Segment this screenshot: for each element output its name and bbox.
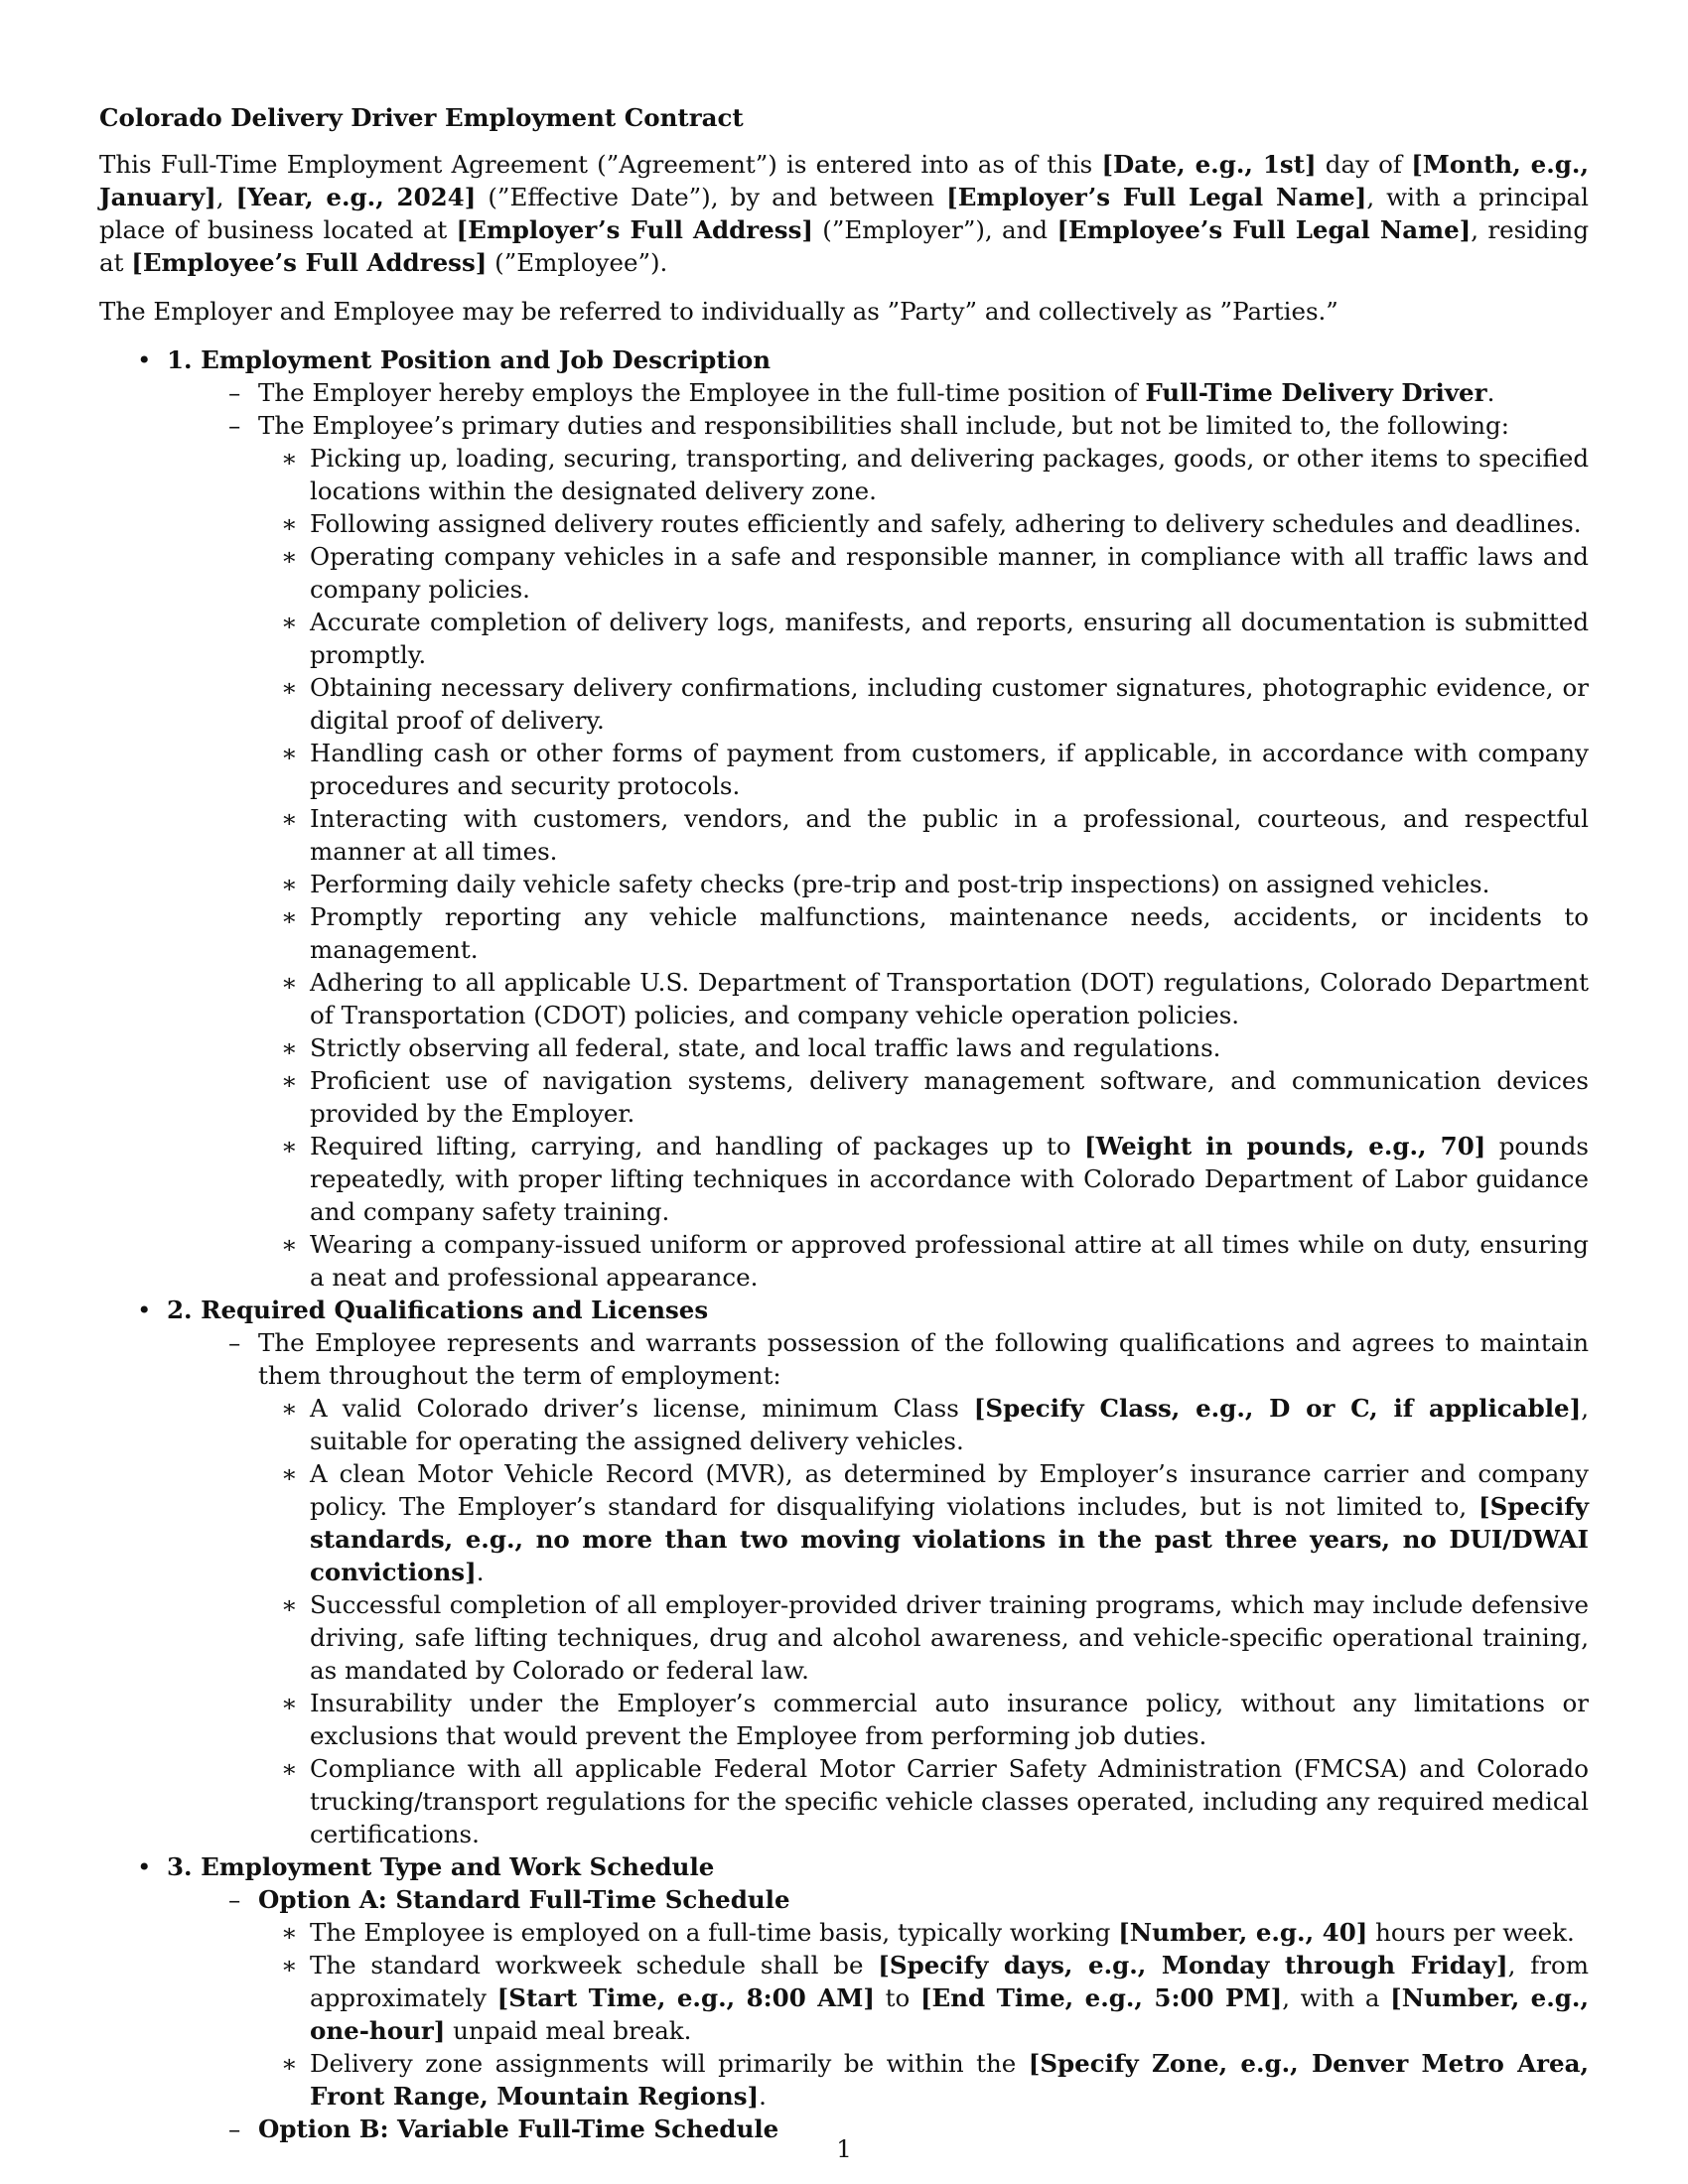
item-text: . bbox=[759, 2082, 767, 2111]
document-body bbox=[99, 101, 1589, 2145]
placeholder-break: [Number, e.g., one-hour] bbox=[310, 1983, 1589, 2045]
list-item bbox=[281, 1130, 1589, 1228]
qualification-list bbox=[281, 1392, 1589, 1850]
list-item: ∗ Compliance with all applicable Federal Motor Carrier Safety Administration (FMCSA) and Colorado trucking/transport regulations for the specific vehicle classes operated, including any required medical certifications. bbox=[281, 1752, 1589, 1850]
clause-text: . bbox=[1486, 378, 1495, 407]
list-item: ∗ Handling cash or other forms of payment from customers, if applicable, in accordance with company procedures and security protocols. bbox=[281, 737, 1589, 802]
position-title: Full-Time Delivery Driver bbox=[1145, 378, 1487, 407]
list-item bbox=[281, 1949, 1589, 2047]
list-item: ∗ Picking up, loading, securing, transporting, and delivering packages, goods, or other items to specified locations within the designated delivery zone. bbox=[281, 442, 1589, 507]
placeholder-date: [Date, e.g., 1st] bbox=[1101, 150, 1317, 179]
item-text: . bbox=[476, 1558, 485, 1586]
item-text: Required lifting, carrying, and handling of packages up to bbox=[310, 1132, 1084, 1160]
section-3 bbox=[99, 1850, 1589, 2145]
section-2 bbox=[99, 1294, 1589, 1850]
list-item bbox=[281, 1392, 1589, 1457]
item-text: , suitable for operating the assigned delivery vehicles. bbox=[310, 1394, 1589, 1455]
duty-list bbox=[281, 442, 1589, 1294]
parties-paragraph: The Employer and Employee may be referred to individually as ”Party” and collectively as ”Parties.” bbox=[99, 297, 1338, 326]
item-text: The standard workweek schedule shall be bbox=[310, 1951, 879, 1979]
list-item: ∗ Proficient use of navigation systems, delivery management software, and communication devices provided by the Employer. bbox=[281, 1064, 1589, 1130]
placeholder-employee-address: [Employee’s Full Address] bbox=[131, 248, 488, 277]
list-item: ∗ Obtaining necessary delivery confirmations, including customer signatures, photographic evidence, or digital proof of delivery. bbox=[281, 671, 1589, 737]
option-heading: Option B: Variable Full-Time Schedule bbox=[258, 2115, 779, 2143]
item-text: A clean Motor Vehicle Record (MVR), as determined by Employer’s insurance carrier and company policy. The Employer’s standard for disqualifying violations includes, but is not limited to, bbox=[310, 1459, 1589, 1521]
clause-text: The Employee represents and warrants possession of the following qualifications and agrees to maintain them throughout the term of employment: bbox=[258, 1328, 1589, 1390]
section-heading: • 3. Employment Type and Work Schedule bbox=[167, 1852, 715, 1881]
option-a bbox=[228, 1883, 1589, 2113]
list-item: ∗ Wearing a company-issued uniform or approved professional attire at all times while on duty, ensuring a neat and professional appearance. bbox=[281, 1228, 1589, 1294]
section-1 bbox=[99, 343, 1589, 1294]
placeholder-employer-address: [Employer’s Full Address] bbox=[456, 215, 813, 244]
list-item: ∗ Adhering to all applicable U.S. Department of Transportation (DOT) regulations, Colorado Department of Transportation (CDOT) policies, and company vehicle operation policies. bbox=[281, 966, 1589, 1031]
placeholder-zone: [Specify Zone, e.g., Denver Metro Area, Front Range, Mountain Regions] bbox=[310, 2049, 1589, 2111]
placeholder-hours: [Number, e.g., 40] bbox=[1118, 1918, 1368, 1947]
clause-text: The Employee’s primary duties and responsibilities shall include, but not be limited to, the following: bbox=[258, 411, 1509, 440]
intro-text: (”Effective Date”), by and between bbox=[476, 183, 947, 211]
list-item: ∗ Performing daily vehicle safety checks (pre-trip and post-trip inspections) on assigned vehicles. bbox=[281, 868, 1589, 900]
list-item: ∗ Accurate completion of delivery logs, manifests, and reports, ensuring all documentation is submitted promptly. bbox=[281, 606, 1589, 671]
item-text: Delivery zone assignments will primarily be within the bbox=[310, 2049, 1029, 2078]
clause-text: The Employer hereby employs the Employee in the full-time position of bbox=[258, 378, 1146, 407]
intro-paragraph bbox=[99, 148, 1589, 279]
intro-text: , with a principal place of business located at bbox=[99, 183, 1589, 244]
section-heading: • 2. Required Qualifications and Licenses bbox=[167, 1296, 709, 1324]
placeholder-mvr-standards: [Specify standards, e.g., no more than two moving violations in the past three years, no DUI/DWAI convictions] bbox=[310, 1492, 1589, 1586]
intro-text: (”Employer”), and bbox=[812, 215, 1057, 244]
item-text: hours per week. bbox=[1367, 1918, 1575, 1947]
placeholder-month: [Month, e.g., January] bbox=[99, 150, 1589, 211]
item-text: The Employee is employed on a full-time basis, typically working bbox=[310, 1918, 1119, 1947]
placeholder-year: [Year, e.g., 2024] bbox=[235, 183, 477, 211]
item-text: , with a bbox=[1282, 1983, 1391, 2012]
list-item bbox=[281, 1457, 1589, 1588]
list-item: ∗ Operating company vehicles in a safe and responsible manner, in compliance with all traffic laws and company policies. bbox=[281, 540, 1589, 606]
page-number: 1 bbox=[836, 2134, 852, 2163]
option-heading: Option A: Standard Full-Time Schedule bbox=[258, 1885, 790, 1914]
list-item: ∗ Successful completion of all employer-provided driver training programs, which may include defensive driving, safe lifting techniques, drug and alcohol awareness, and vehicle-specific operational training, as mandated by Colorado or federal law. bbox=[281, 1588, 1589, 1687]
schedule-list bbox=[281, 1916, 1589, 2113]
intro-text: day of bbox=[1316, 150, 1412, 179]
clause-item bbox=[228, 1326, 1589, 1850]
placeholder-weight: [Weight in pounds, e.g., 70] bbox=[1083, 1132, 1486, 1160]
list-item: ∗ Promptly reporting any vehicle malfunctions, maintenance needs, accidents, or incidents to management. bbox=[281, 900, 1589, 966]
placeholder-employer-name: [Employer’s Full Legal Name] bbox=[946, 183, 1367, 211]
placeholder-license-class: [Specify Class, e.g., D or C, if applicable] bbox=[973, 1394, 1582, 1423]
item-text: , from approximately bbox=[310, 1951, 1590, 2012]
placeholder-employee-name: [Employee’s Full Legal Name] bbox=[1056, 215, 1472, 244]
clause-item bbox=[228, 409, 1589, 1294]
placeholder-days: [Specify days, e.g., Monday through Friday] bbox=[878, 1951, 1508, 1979]
clause-list bbox=[228, 1326, 1589, 1850]
intro-text: , residing at bbox=[99, 215, 1590, 277]
intro-text: , bbox=[215, 183, 236, 211]
item-text: unpaid meal break. bbox=[445, 2016, 692, 2045]
clause-list bbox=[228, 1883, 1589, 2145]
clause-list bbox=[228, 376, 1589, 1294]
clause-item bbox=[228, 376, 1589, 409]
section-heading: • 1. Employment Position and Job Description bbox=[167, 345, 772, 374]
placeholder-start-time: [Start Time, e.g., 8:00 AM] bbox=[496, 1983, 875, 2012]
list-item bbox=[281, 1916, 1589, 1949]
intro-text: (”Employee”). bbox=[487, 248, 668, 277]
list-item: ∗ Following assigned delivery routes efficiently and safely, adhering to delivery schedules and deadlines. bbox=[281, 507, 1589, 540]
list-item: ∗ Strictly observing all federal, state, and local traffic laws and regulations. bbox=[281, 1031, 1589, 1064]
list-item: ∗ Interacting with customers, vendors, and the public in a professional, courteous, and respectful manner at all times. bbox=[281, 802, 1589, 868]
item-text: pounds repeatedly, with proper lifting techniques in accordance with Colorado Department of Labor guidance and company safety training. bbox=[310, 1132, 1589, 1226]
placeholder-end-time: [End Time, e.g., 5:00 PM] bbox=[919, 1983, 1283, 2012]
item-text: A valid Colorado driver’s license, minimum Class bbox=[310, 1394, 974, 1423]
item-text: to bbox=[874, 1983, 920, 2012]
intro-text: This Full-Time Employment Agreement (”Agreement”) is entered into as of this bbox=[99, 150, 1102, 179]
list-item: ∗ Insurability under the Employer’s commercial auto insurance policy, without any limitations or exclusions that would prevent the Employee from performing job duties. bbox=[281, 1687, 1589, 1752]
section-list bbox=[99, 343, 1589, 2145]
document-title: Colorado Delivery Driver Employment Contract bbox=[99, 103, 744, 132]
list-item bbox=[281, 2047, 1589, 2113]
